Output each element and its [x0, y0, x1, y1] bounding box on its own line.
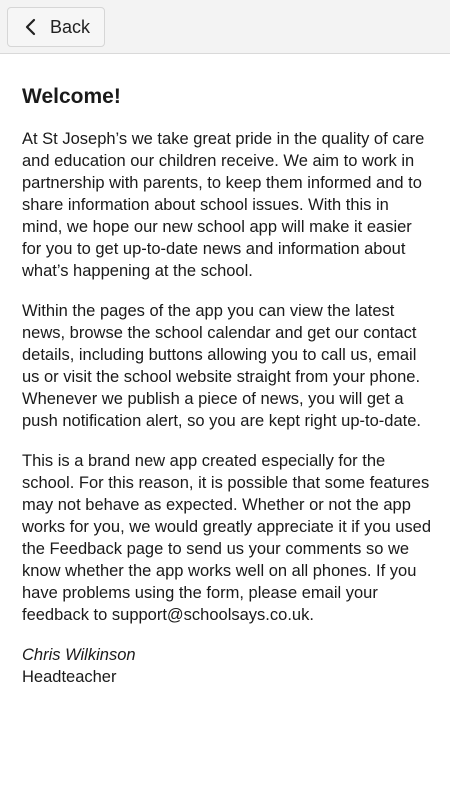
page-title: Welcome! [22, 85, 121, 108]
chevron-left-icon [14, 7, 48, 47]
back-button[interactable] [7, 7, 105, 47]
paragraph-app-features: Within the pages of the app you can view the latest news, browse the school calendar and get our contact details, including buttons allowing you to call us, email us or visit the school website straight from your phone. Whenever we publish a piece of news, you will get a push notification alert, so you are kept right up-to-date. [22, 302, 421, 430]
welcome-content [22, 84, 432, 688]
back-label: Back [50, 16, 91, 37]
paragraph-intro: At St Joseph’s we take great pride in the quality of care and education our children receive. We aim to work in partnership with parents, to keep them informed and to share information about school issues. With this in mind, we hope our new school app will make it easier for you to get up-to-date news and information about what’s happening at the school. [22, 130, 425, 280]
signature-role: Headteacher [22, 668, 117, 686]
paragraph-feedback: This is a brand new app created especially for the school. For this reason, it is possible that some features may not behave as expected. Whether or not the app works for you, we would greatly appreciate it if you used the Feedback page to send us your comments so we know whether the app works well on all phones. If you have problems using the form, please email your feedback to support@schoolsays.co.uk. [22, 452, 432, 624]
signature-name: Chris Wilkinson [22, 646, 136, 664]
top-bar [0, 0, 450, 54]
